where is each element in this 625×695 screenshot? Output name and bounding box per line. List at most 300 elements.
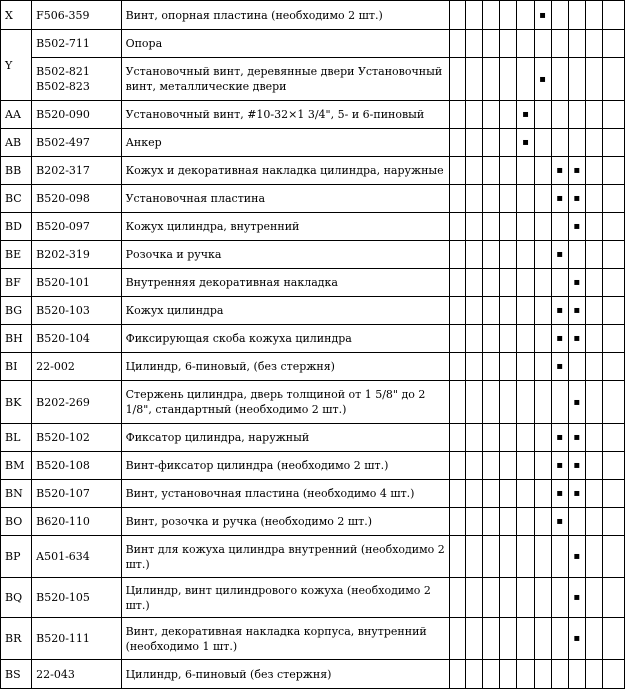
applicability-cell [517, 30, 534, 58]
applicability-cell [534, 424, 551, 452]
part-description-cell [121, 1, 450, 30]
applicability-cell [551, 578, 568, 618]
applicability-cell [602, 101, 624, 129]
applicability-cell [466, 480, 483, 508]
item-code: BQ [1, 578, 32, 618]
part-description-cell [121, 424, 450, 452]
part-description: Цилиндр, 6-пиновый (без стержня) [125, 667, 332, 681]
applicability-cell [585, 213, 602, 241]
applicability-cell [568, 241, 585, 269]
part-description-cell [121, 536, 450, 578]
applicability-cell [450, 129, 466, 157]
applicability-cell [483, 185, 500, 213]
applicability-cell [602, 213, 624, 241]
applicability-cell [568, 30, 585, 58]
applicability-cell [466, 424, 483, 452]
applicability-cell [551, 129, 568, 157]
applicability-mark-icon: ▪ [556, 516, 564, 527]
applicability-cell [602, 381, 624, 424]
part-number-cell [32, 452, 121, 480]
part-description: Винт, декоративная накладка корпуса, внутренний (необходимо 1 шт.) [125, 624, 427, 653]
applicability-cell [517, 578, 534, 618]
table-row [1, 269, 625, 297]
part-description: Фиксирующая скоба кожуха цилиндра [125, 332, 352, 345]
applicability-cell [551, 1, 568, 30]
applicability-cell [568, 1, 585, 30]
part-number-cell [32, 618, 121, 660]
part-number: B520-105 [36, 591, 90, 604]
applicability-cell [517, 480, 534, 508]
part-description-cell [121, 185, 450, 213]
table-row [1, 297, 625, 325]
applicability-cell [483, 618, 500, 660]
applicability-cell [585, 452, 602, 480]
part-number: B520-104 [36, 332, 90, 345]
part-number: B520-108 [36, 459, 90, 472]
applicability-cell [483, 480, 500, 508]
part-number-cell [32, 578, 121, 618]
applicability-cell [500, 241, 517, 269]
part-description: Цилиндр, 6-пиновый, (без стержня) [125, 360, 335, 373]
applicability-cell [585, 297, 602, 325]
part-number-cell [32, 101, 121, 129]
applicability-cell [517, 536, 534, 578]
applicability-cell [517, 297, 534, 325]
applicability-cell [568, 129, 585, 157]
applicability-mark-icon: ▪ [556, 333, 564, 344]
applicability-cell [568, 660, 585, 689]
item-code: BC [1, 185, 32, 213]
applicability-cell [602, 452, 624, 480]
applicability-cell [585, 157, 602, 185]
applicability-cell [466, 157, 483, 185]
item-code: BM [1, 452, 32, 480]
part-number-cell [32, 269, 121, 297]
applicability-cell [517, 1, 534, 30]
applicability-cell [568, 480, 585, 508]
applicability-cell [517, 58, 534, 101]
part-number-cell [32, 1, 121, 30]
applicability-cell [585, 101, 602, 129]
applicability-cell [483, 129, 500, 157]
applicability-cell [450, 1, 466, 30]
part-description: Розочка и ручка [125, 248, 222, 261]
item-code: BH [1, 325, 32, 353]
part-description-cell [121, 101, 450, 129]
applicability-cell [551, 269, 568, 297]
part-number-cell [32, 325, 121, 353]
applicability-cell [500, 297, 517, 325]
applicability-cell [534, 213, 551, 241]
applicability-cell [534, 536, 551, 578]
item-code: BF [1, 269, 32, 297]
applicability-cell [551, 618, 568, 660]
applicability-cell [483, 381, 500, 424]
applicability-cell [551, 381, 568, 424]
part-number: A501-634 [36, 550, 90, 563]
applicability-cell [551, 241, 568, 269]
table-row [1, 480, 625, 508]
applicability-cell [602, 129, 624, 157]
table-row [1, 381, 625, 424]
applicability-cell [585, 381, 602, 424]
applicability-cell [500, 536, 517, 578]
part-number-cell [32, 480, 121, 508]
applicability-cell [602, 241, 624, 269]
applicability-cell [534, 269, 551, 297]
applicability-cell [500, 129, 517, 157]
part-number: B520-102 [36, 431, 90, 444]
part-description: Установочный винт, деревянные двери Установочный винт, металлические двери [125, 65, 443, 93]
part-description: Цилиндр, винт цилиндрового кожуха (необходимо 2 шт.) [125, 583, 431, 612]
applicability-cell [450, 101, 466, 129]
applicability-cell [483, 325, 500, 353]
applicability-cell [466, 508, 483, 536]
applicability-cell [466, 536, 483, 578]
applicability-cell [500, 480, 517, 508]
applicability-cell [602, 508, 624, 536]
table-row [1, 578, 625, 618]
applicability-cell [517, 618, 534, 660]
applicability-mark-icon: ▪ [573, 165, 581, 176]
part-number: B520-103 [36, 304, 90, 317]
applicability-cell [483, 241, 500, 269]
applicability-mark-icon: ▪ [573, 592, 581, 603]
applicability-cell [568, 213, 585, 241]
part-number-cell [32, 213, 121, 241]
applicability-cell [585, 424, 602, 452]
part-description-cell [121, 269, 450, 297]
table-row [1, 58, 625, 101]
applicability-cell [568, 58, 585, 101]
part-number: B502-497 [36, 136, 90, 149]
part-number: B520-111 [36, 632, 90, 645]
applicability-mark-icon: ▪ [556, 488, 564, 499]
item-code: BN [1, 480, 32, 508]
applicability-cell [483, 30, 500, 58]
applicability-cell [551, 101, 568, 129]
part-description: Опора [125, 37, 163, 50]
applicability-cell [517, 381, 534, 424]
applicability-cell [483, 269, 500, 297]
applicability-cell [517, 157, 534, 185]
applicability-cell [466, 129, 483, 157]
item-code: X [1, 1, 32, 30]
applicability-cell [450, 381, 466, 424]
applicability-cell [517, 101, 534, 129]
table-row [1, 325, 625, 353]
item-code: BD [1, 213, 32, 241]
applicability-cell [450, 297, 466, 325]
item-code: BE [1, 241, 32, 269]
applicability-cell [534, 452, 551, 480]
applicability-cell [602, 157, 624, 185]
part-description-cell [121, 297, 450, 325]
applicability-cell [568, 269, 585, 297]
applicability-cell [602, 353, 624, 381]
applicability-cell [500, 508, 517, 536]
part-description-cell [121, 30, 450, 58]
applicability-cell [534, 1, 551, 30]
applicability-cell [534, 508, 551, 536]
applicability-cell [466, 30, 483, 58]
part-description-cell [121, 325, 450, 353]
part-description-cell [121, 618, 450, 660]
part-description: Установочный винт, #10-32×1 3/4", 5- и 6-пиновый [125, 108, 425, 121]
applicability-cell [500, 353, 517, 381]
applicability-cell [450, 353, 466, 381]
applicability-cell [568, 618, 585, 660]
applicability-cell [483, 508, 500, 536]
table-row [1, 452, 625, 480]
applicability-cell [551, 58, 568, 101]
part-description: Кожух цилиндра, внутренний [125, 220, 300, 233]
applicability-mark-icon: ▪ [556, 193, 564, 204]
applicability-cell [483, 58, 500, 101]
part-description-cell [121, 129, 450, 157]
applicability-mark-icon: ▪ [539, 73, 546, 85]
applicability-cell [534, 297, 551, 325]
table-row [1, 213, 625, 241]
applicability-cell [534, 353, 551, 381]
applicability-cell [568, 185, 585, 213]
applicability-cell [602, 185, 624, 213]
applicability-cell [466, 185, 483, 213]
applicability-cell [517, 269, 534, 297]
part-number: B502-711 [36, 37, 90, 50]
applicability-cell [534, 185, 551, 213]
applicability-cell [585, 660, 602, 689]
part-number-cell [32, 508, 121, 536]
applicability-cell [500, 213, 517, 241]
table-row [1, 101, 625, 129]
applicability-cell [500, 269, 517, 297]
applicability-cell [568, 381, 585, 424]
table-row [1, 1, 625, 30]
applicability-cell [450, 424, 466, 452]
part-number-cell [32, 129, 121, 157]
part-number: B502-823 [36, 80, 90, 93]
applicability-cell [551, 508, 568, 536]
applicability-mark-icon: ▪ [573, 396, 581, 408]
applicability-mark-icon: ▪ [573, 633, 581, 644]
applicability-cell [568, 297, 585, 325]
applicability-cell [450, 30, 466, 58]
part-number: B520-107 [36, 487, 90, 500]
part-number: B520-090 [36, 108, 90, 121]
applicability-mark-icon: ▪ [573, 432, 581, 443]
applicability-mark-icon: ▪ [573, 460, 581, 471]
part-description-cell [121, 452, 450, 480]
applicability-cell [585, 30, 602, 58]
table-row [1, 508, 625, 536]
applicability-cell [500, 618, 517, 660]
part-number-cell [32, 157, 121, 185]
applicability-cell [551, 424, 568, 452]
part-description: Внутренняя декоративная накладка [125, 276, 338, 289]
part-number-cell [32, 424, 121, 452]
applicability-cell [466, 353, 483, 381]
table-row [1, 353, 625, 381]
applicability-cell [450, 536, 466, 578]
applicability-cell [551, 325, 568, 353]
part-number-cell [32, 58, 121, 101]
applicability-cell [483, 660, 500, 689]
part-description: Анкер [125, 136, 162, 149]
applicability-cell [534, 618, 551, 660]
applicability-cell [450, 269, 466, 297]
applicability-cell [534, 241, 551, 269]
part-number: B202-269 [36, 395, 90, 409]
applicability-cell [534, 325, 551, 353]
part-number: B520-097 [36, 220, 90, 233]
applicability-mark-icon: ▪ [573, 551, 581, 562]
applicability-cell [534, 129, 551, 157]
applicability-cell [517, 660, 534, 689]
part-description-cell [121, 213, 450, 241]
part-description-cell [121, 58, 450, 101]
applicability-cell [466, 578, 483, 618]
applicability-cell [551, 536, 568, 578]
applicability-cell [517, 424, 534, 452]
part-description: Винт, опорная пластина (необходимо 2 шт.) [125, 8, 383, 22]
item-code: AA [1, 101, 32, 129]
part-description-cell [121, 353, 450, 381]
applicability-cell [602, 325, 624, 353]
part-description-cell [121, 578, 450, 618]
table-row [1, 157, 625, 185]
applicability-mark-icon: ▪ [573, 488, 581, 499]
applicability-cell [534, 578, 551, 618]
applicability-cell [517, 213, 534, 241]
applicability-cell [568, 353, 585, 381]
part-number: B502-821 [36, 65, 90, 78]
part-number: F506-359 [36, 8, 90, 22]
applicability-cell [450, 660, 466, 689]
applicability-cell [585, 508, 602, 536]
applicability-cell [551, 353, 568, 381]
part-description-cell [121, 157, 450, 185]
part-number: B520-098 [36, 192, 90, 205]
applicability-cell [602, 269, 624, 297]
applicability-cell [602, 660, 624, 689]
item-code: BG [1, 297, 32, 325]
part-number: B620-110 [36, 515, 90, 528]
applicability-cell [500, 58, 517, 101]
applicability-cell [551, 157, 568, 185]
part-number: 22-002 [36, 360, 75, 373]
applicability-cell [517, 185, 534, 213]
applicability-cell [517, 353, 534, 381]
applicability-cell [500, 424, 517, 452]
applicability-cell [585, 618, 602, 660]
part-description-cell [121, 660, 450, 689]
part-number-cell [32, 185, 121, 213]
applicability-cell [602, 1, 624, 30]
table-row [1, 536, 625, 578]
applicability-cell [534, 660, 551, 689]
part-number-cell [32, 30, 121, 58]
applicability-cell [450, 452, 466, 480]
applicability-cell [602, 30, 624, 58]
applicability-cell [500, 101, 517, 129]
applicability-cell [568, 325, 585, 353]
part-number-cell [32, 297, 121, 325]
applicability-cell [517, 508, 534, 536]
applicability-cell [466, 241, 483, 269]
applicability-cell [551, 185, 568, 213]
applicability-cell [450, 213, 466, 241]
applicability-cell [500, 381, 517, 424]
applicability-mark-icon: ▪ [573, 193, 581, 204]
applicability-mark-icon: ▪ [539, 9, 546, 21]
part-description: Винт, розочка и ручка (необходимо 2 шт.) [125, 515, 372, 528]
part-number-cell [32, 381, 121, 424]
applicability-cell [585, 129, 602, 157]
applicability-cell [568, 424, 585, 452]
item-code: BK [1, 381, 32, 424]
item-code: BI [1, 353, 32, 381]
applicability-cell [450, 241, 466, 269]
item-code: BB [1, 157, 32, 185]
applicability-cell [500, 30, 517, 58]
part-description-cell [121, 241, 450, 269]
applicability-cell [483, 1, 500, 30]
applicability-mark-icon: ▪ [556, 361, 564, 372]
applicability-cell [466, 269, 483, 297]
part-number: B202-319 [36, 248, 90, 261]
applicability-cell [450, 508, 466, 536]
part-number: 22-043 [36, 667, 75, 681]
applicability-cell [585, 325, 602, 353]
applicability-cell [483, 101, 500, 129]
applicability-cell [466, 381, 483, 424]
part-number-cell [32, 660, 121, 689]
part-number-cell [32, 241, 121, 269]
applicability-mark-icon: ▪ [573, 333, 581, 344]
applicability-cell [602, 618, 624, 660]
applicability-cell [585, 1, 602, 30]
applicability-cell [450, 185, 466, 213]
applicability-cell [534, 30, 551, 58]
applicability-cell [585, 185, 602, 213]
applicability-mark-icon: ▪ [573, 305, 581, 316]
applicability-cell [534, 157, 551, 185]
applicability-cell [450, 578, 466, 618]
applicability-cell [568, 508, 585, 536]
part-description: Стержень цилиндра, дверь толщиной от 1 5/8" до 2 1/8", стандартный (необходимо 2 шт.) [125, 388, 426, 416]
part-description: Установочная пластина [125, 192, 266, 205]
table-row [1, 241, 625, 269]
table-row [1, 660, 625, 689]
table-row [1, 185, 625, 213]
item-code: Y [1, 30, 32, 101]
applicability-cell [466, 213, 483, 241]
applicability-cell [483, 536, 500, 578]
part-number-cell [32, 353, 121, 381]
applicability-cell [602, 58, 624, 101]
applicability-cell [500, 185, 517, 213]
applicability-cell [466, 452, 483, 480]
applicability-cell [551, 660, 568, 689]
applicability-cell [551, 30, 568, 58]
part-number: B520-101 [36, 276, 90, 289]
applicability-cell [585, 536, 602, 578]
applicability-cell [466, 1, 483, 30]
applicability-cell [483, 452, 500, 480]
applicability-cell [483, 157, 500, 185]
applicability-cell [500, 325, 517, 353]
